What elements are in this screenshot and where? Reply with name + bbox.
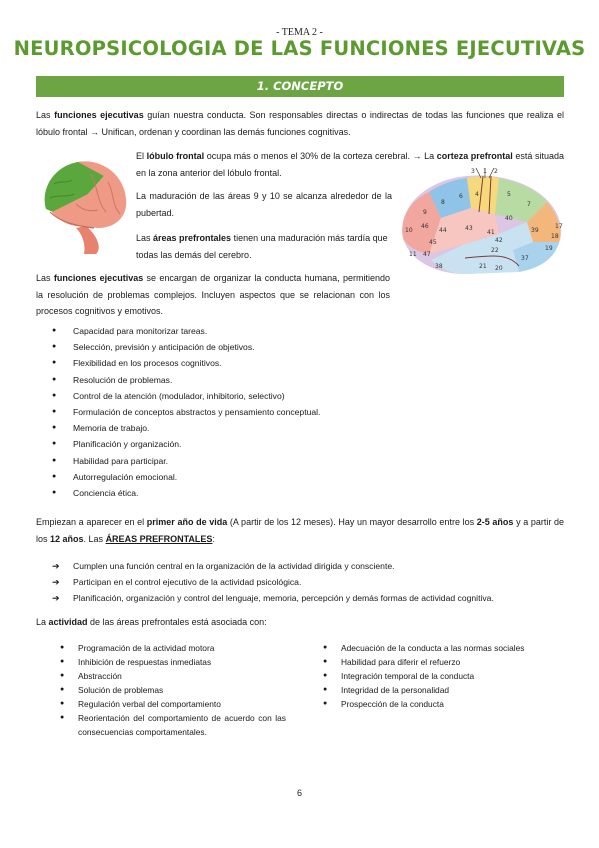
brodmann-label-17: 17 xyxy=(555,223,563,230)
brodmann-label-21: 21 xyxy=(479,263,487,270)
arrow-item: ➔ Cumplen una función central en la organización de la actividad dirigida y consciente. xyxy=(52,558,564,574)
list-item: ● Reorientación del comportamiento de acuerdo con las consecuencias comportamentales. xyxy=(60,711,286,739)
arrow-item: ➔ Planificación, organización y control del lenguaje, memoria, percepción y demás formas de actividad cognitiva. xyxy=(52,590,564,606)
list-item: ● Prospección de la conducta xyxy=(323,697,567,711)
brodmann-areas-image xyxy=(395,168,565,286)
brodmann-label-10: 10 xyxy=(405,227,413,234)
list-item: ● Adecuación de la conducta a las normas sociales xyxy=(323,641,567,655)
list-item: ● Control de la atención (modulador, inhibitorio, selectivo) xyxy=(52,388,552,404)
brodmann-label-1: 1 xyxy=(483,168,487,175)
aparecer-paragraph: Empiezan a aparecer en el primer año de vida (A partir de los 12 meses). Hay un mayor desarrollo entre los 2-5 años y a partir de los 12 años. Las ÁREAS PREFRONTALES: xyxy=(36,517,565,544)
list-item: ● Planificación y organización. xyxy=(52,436,552,452)
list-item: ● Conciencia ética. xyxy=(52,485,552,501)
list-item: ● Habilidad para diferir el refuerzo xyxy=(323,655,567,669)
list-item: ● Formulación de conceptos abstractos y pensamiento conceptual. xyxy=(52,404,552,420)
funciones-paragraph: Las funciones ejecutivas se encargan de organizar la conducta humana, permitiendo la resolución de problemas complejos. Incluyen aspectos que se relacionan con los procesos cognitivos y emotivos. xyxy=(36,273,390,316)
tema-label: - TEMA 2 - xyxy=(276,27,323,38)
brodmann-label-37: 37 xyxy=(521,255,529,262)
page-number: 6 xyxy=(296,788,302,798)
brodmann-label-2: 2 xyxy=(494,168,498,175)
list-item: ● Selección, previsión y anticipación de objetivos. xyxy=(52,339,552,355)
list-item: ● Solución de problemas xyxy=(60,683,286,697)
brodmann-label-6: 6 xyxy=(459,193,463,200)
brodmann-label-5: 5 xyxy=(507,191,511,198)
brodmann-label-19: 19 xyxy=(545,245,553,252)
brodmann-label-22: 22 xyxy=(491,247,499,254)
list-item: ● Inhibición de respuestas inmediatas xyxy=(60,655,286,669)
brodmann-label-40: 40 xyxy=(505,215,513,222)
list-item: ● Capacidad para monitorizar tareas. xyxy=(52,323,552,339)
actividad-paragraph: La actividad de las áreas prefrontales está asociada con: xyxy=(36,617,267,627)
brodmann-label-20: 20 xyxy=(495,265,503,272)
brodmann-label-46: 46 xyxy=(421,223,429,230)
list-item: ● Regulación verbal del comportamiento xyxy=(60,697,286,711)
brodmann-label-9: 9 xyxy=(423,209,427,216)
list-item: ● Memoria de trabajo. xyxy=(52,420,552,436)
brodmann-label-3: 3 xyxy=(471,168,475,175)
list-item: ● Abstracción xyxy=(60,669,286,683)
list-item: ● Autorregulación emocional. xyxy=(52,469,552,485)
intro-paragraph: Las funciones ejecutivas guían nuestra conducta. Son responsables directas o indirectas de todas las funciones que realiza el lóbulo frontal → Unifican, ordenan y coordinan las demás funciones cognitivas. xyxy=(36,110,564,137)
section-title: 1. CONCEPTO xyxy=(256,79,344,93)
list-item: ● Habilidad para participar. xyxy=(52,453,552,469)
funciones-list xyxy=(52,323,552,501)
maduracion-paragraph: La maduración de las áreas 9 y 10 se alcanza alrededor de la pubertad. xyxy=(136,191,392,218)
lobulo-frontal-paragraph: El lóbulo frontal ocupa más o menos el 30% de la corteza cerebral. → La corteza prefrontal está situada en la zona anterior del lóbulo frontal. xyxy=(136,151,564,178)
brodmann-label-7: 7 xyxy=(527,201,531,208)
actividad-list-left xyxy=(60,641,286,739)
brodmann-label-41: 41 xyxy=(487,229,495,236)
list-item: ● Programación de la actividad motora xyxy=(60,641,286,655)
areas-paragraph: Las áreas prefrontales tienen una maduración más tardía que todas las demás del cerebro. xyxy=(136,233,388,260)
brain-lateral-image xyxy=(36,154,131,254)
brodmann-label-42: 42 xyxy=(495,237,503,244)
list-item: ● Flexibilidad en los procesos cognitivos. xyxy=(52,355,552,371)
brodmann-label-8: 8 xyxy=(441,199,445,206)
brodmann-label-44: 44 xyxy=(439,227,447,234)
brodmann-label-11: 11 xyxy=(409,251,417,258)
page-title: NEUROPSICOLOGIA DE LAS FUNCIONES EJECUTIVAS xyxy=(13,37,586,60)
list-item: ● Resolución de problemas. xyxy=(52,372,552,388)
list-item: ● Integración temporal de la conducta xyxy=(323,669,567,683)
brodmann-label-4: 4 xyxy=(475,191,479,198)
prefrontal-arrow-list xyxy=(52,558,564,606)
arrow-item: ➔ Participan en el control ejecutivo de la actividad psicológica. xyxy=(52,574,564,590)
section-header xyxy=(36,76,564,97)
brodmann-label-45: 45 xyxy=(429,239,437,246)
brodmann-label-38: 38 xyxy=(435,263,443,270)
brodmann-label-39: 39 xyxy=(531,227,539,234)
list-item: ● Integridad de la personalidad xyxy=(323,683,567,697)
brodmann-label-43: 43 xyxy=(465,225,473,232)
brodmann-label-18: 18 xyxy=(551,233,559,240)
actividad-list-right xyxy=(323,641,567,711)
brodmann-label-47: 47 xyxy=(423,251,431,258)
